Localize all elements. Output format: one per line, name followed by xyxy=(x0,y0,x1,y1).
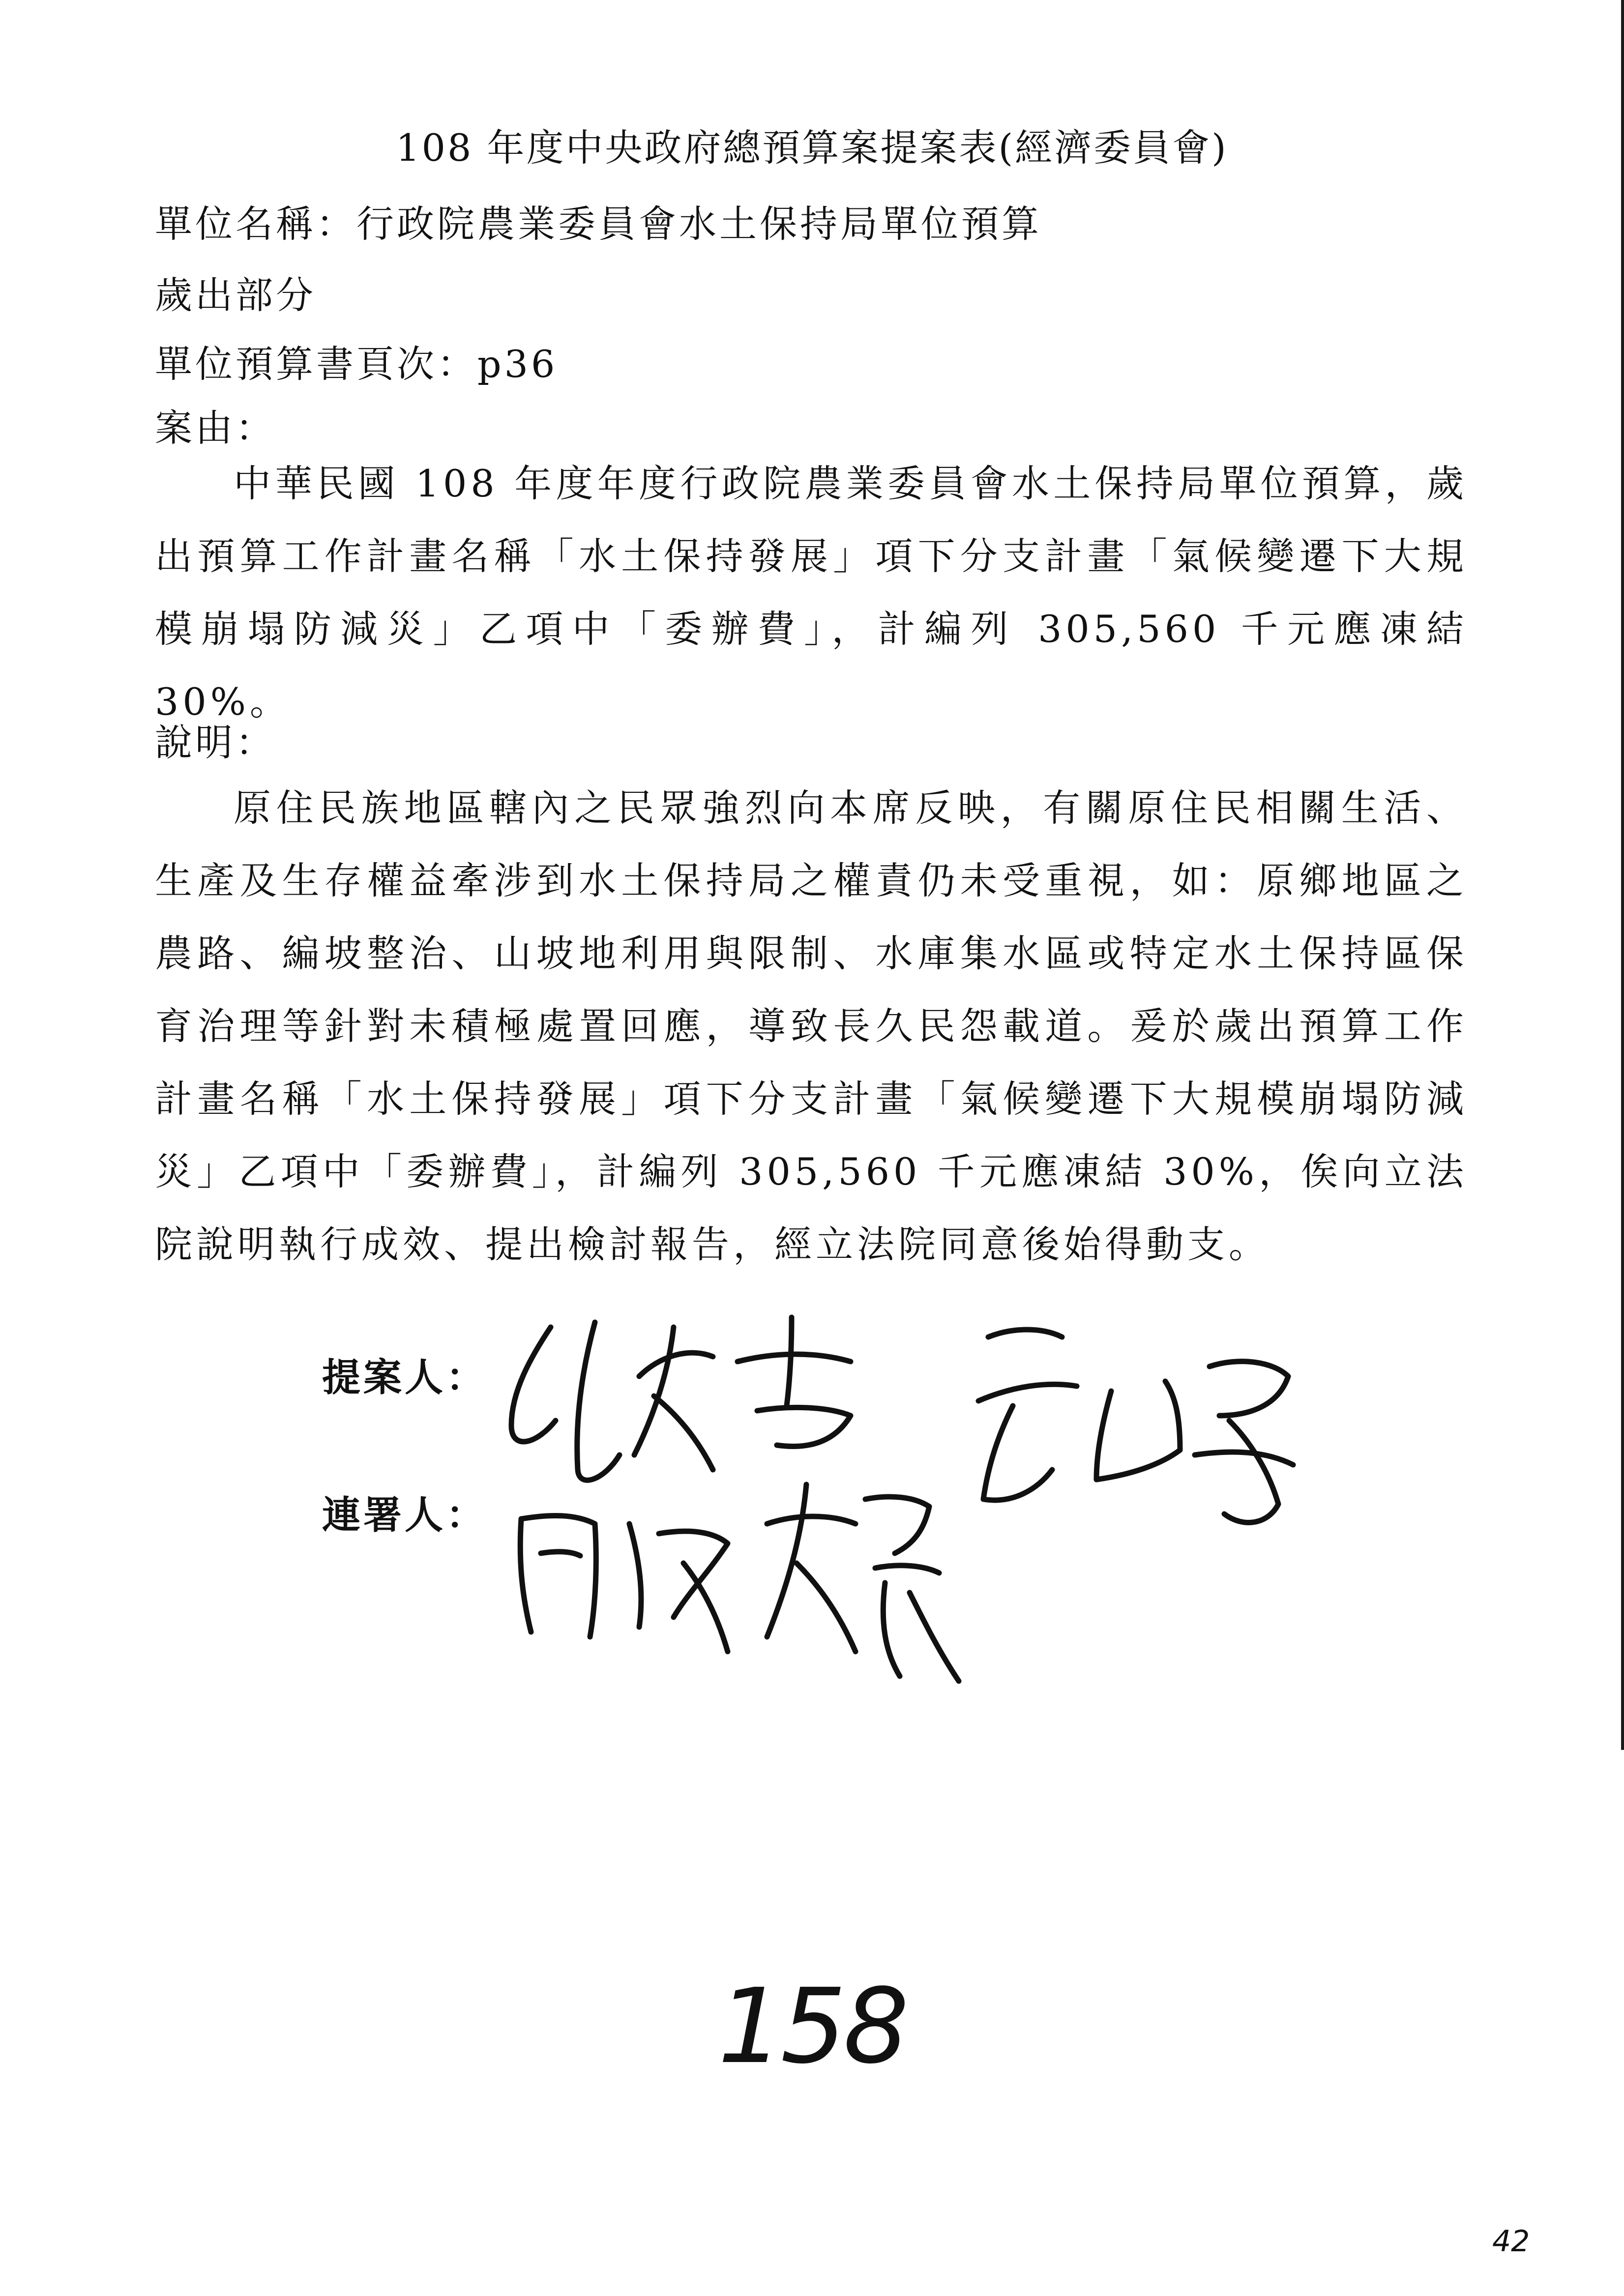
document-title: 108 年度中央政府總預算案提案表(經濟委員會) xyxy=(396,126,1228,170)
proposer-signature xyxy=(511,1317,851,1480)
section-line: 歲出部分 xyxy=(155,273,316,317)
explanation-label: 說明： xyxy=(155,721,276,764)
cosigner-signature xyxy=(520,1484,959,1681)
scan-edge-artifact xyxy=(1621,0,1624,1750)
case-text: 中華民國 108 年度年度行政院農業委員會水土保持局單位預算，歲出預算工作計畫名稱「水土保持發展」項下分支計畫「氣候變遷下大規模崩塌防減災」乙項中「委辦費」，計編列 305,560 千元應凍結 30%。 xyxy=(155,462,1468,724)
proposer-label: 提案人： xyxy=(322,1355,488,1400)
explanation-paragraph xyxy=(155,772,1468,1281)
cosigner-label: 連署人： xyxy=(322,1493,488,1538)
unit-name-line: 單位名稱：行政院農業委員會水土保持局單位預算 xyxy=(155,202,1042,246)
corner-page-number: 42 xyxy=(1492,2224,1530,2259)
handwritten-page-number: 158 xyxy=(718,1966,906,2087)
case-label: 案由： xyxy=(155,406,276,450)
case-paragraph xyxy=(155,447,1468,738)
explanation-text: 原住民族地區轄內之民眾強烈向本席反映，有關原住民相關生活、生產及生存權益牽涉到水土保持局之權責仍未受重視，如：原鄉地區之農路、編坡整治、山坡地利用與限制、水庫集水區或特定水土保持區保育治理等針對未積極處置回應，導致長久民怨載道。爰於歲出預算工作計畫名稱「水土保持發展」項下分支計畫「氣候變遷下大規模崩塌防減災」乙項中「委辦費」，計編列 305,560 千元應凍結 30%，俟向立法院說明執行成效、提出檢討報告，經立法院同意後始得動支。 xyxy=(155,786,1468,1266)
budget-page-line: 單位預算書頁次：p36 xyxy=(155,342,558,386)
second-signature xyxy=(978,1330,1293,1522)
